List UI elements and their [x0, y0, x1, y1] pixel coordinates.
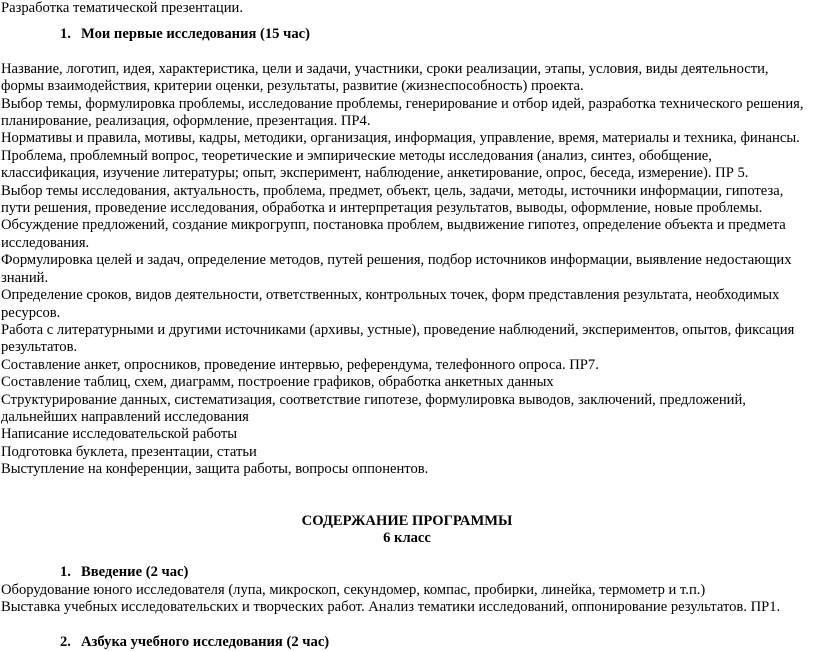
spacer	[1, 479, 813, 513]
paragraph: Проблема, проблемный вопрос, теоретические и эмпирические методы исследования (анализ, синтез, обобщение, классификация, изучение литературы; опыт, эксперимент, наблюдение, анкетирование, опрос, беседа, измерение). ПР 5.	[1, 147, 749, 182]
paragraph: Оборудование юного исследователя (лупа, микроскоп, секундомер, компас, пробирки, линейка, термометр и т.п.)	[1, 581, 706, 598]
paragraph: Работа с литературными и другими источниками (архивы, устные), проведение наблюдений, экспериментов, опытов, фиксация результатов.	[1, 321, 795, 356]
paragraph: Определение сроков, видов деятельности, ответственных, контрольных точек, форм представления результата, необходимых ресурсов.	[1, 287, 780, 321]
paragraph: Выбор темы, формулировка проблемы, исследование проблемы, генерирование и отбор идей, разработка технического решения, планирование, реализация, оформление, презентация. ПР4.	[1, 95, 804, 130]
program-grade: 6 класс	[383, 529, 431, 546]
spacer	[1, 547, 813, 564]
paragraph: Название, логотип, идея, характеристика, цели и задачи, участники, сроки реализации, этапы, условия, виды деятельности, формы взаимодействия, критерии оценки, результаты, развитие (жизнеспособность) проекта.	[1, 60, 769, 95]
section-number: 1.	[60, 26, 71, 43]
document-page	[1, 0, 813, 651]
paragraph: Обсуждение предложений, создание микрогрупп, постановка проблем, выдвижение гипотез, определение объекта и предмета исследования.	[1, 217, 786, 251]
section-title: Азбука учебного исследования (2 час)	[81, 633, 330, 650]
section-heading-research-basics	[1, 634, 813, 651]
paragraph: Подготовка буклета, презентации, статьи	[1, 443, 257, 460]
paragraph: Написание исследовательской работы	[1, 426, 238, 443]
spacer	[1, 44, 813, 61]
paragraph: Нормативы и правила, мотивы, кадры, методики, организация, информация, управление, время, материалы и техника, финансы.	[1, 130, 800, 147]
paragraph: Составление таблиц, схем, диаграмм, построение графиков, обработка анкетных данных	[1, 374, 554, 391]
spacer	[1, 17, 813, 26]
paragraph: Выступление на конференции, защита работы, вопросы оппонентов.	[1, 461, 429, 478]
spacer	[1, 617, 813, 634]
intro-line: Разработка тематической презентации.	[1, 0, 244, 16]
section-heading-my-first-research	[1, 26, 813, 43]
paragraph: Выбор темы исследования, актуальность, проблема, предмет, объект, цель, задачи, методы, источники информации, гипотеза, пути решения, проведение исследования, обработка и интерпретация результатов, выводы, оформление, новые проблемы.	[1, 182, 784, 217]
section-title: Мои первые исследования (15 час)	[81, 26, 310, 43]
section-number: 1.	[60, 564, 71, 581]
program-title: СОДЕРЖАНИЕ ПРОГРАММЫ	[301, 512, 513, 529]
paragraph: Структурирование данных, систематизация, соответствие гипотезе, формулировка выводов, заключений, предложений, дальнейших направлений исследования	[1, 391, 746, 425]
section-heading-introduction	[1, 564, 813, 581]
paragraph: Составление анкет, опросников, проведение интервью, референдума, телефонного опроса. ПР7.	[1, 356, 599, 373]
section-title: Введение (2 час)	[81, 564, 189, 581]
paragraph: Формулировка целей и задач, определение методов, путей решения, подбор источников информации, выявление недостающих знаний.	[1, 252, 792, 286]
paragraph: Выставка учебных исследовательских и творческих работ. Анализ тематики исследований, оппонирование результатов. ПР1.	[1, 599, 781, 616]
section-number: 2.	[60, 633, 71, 650]
